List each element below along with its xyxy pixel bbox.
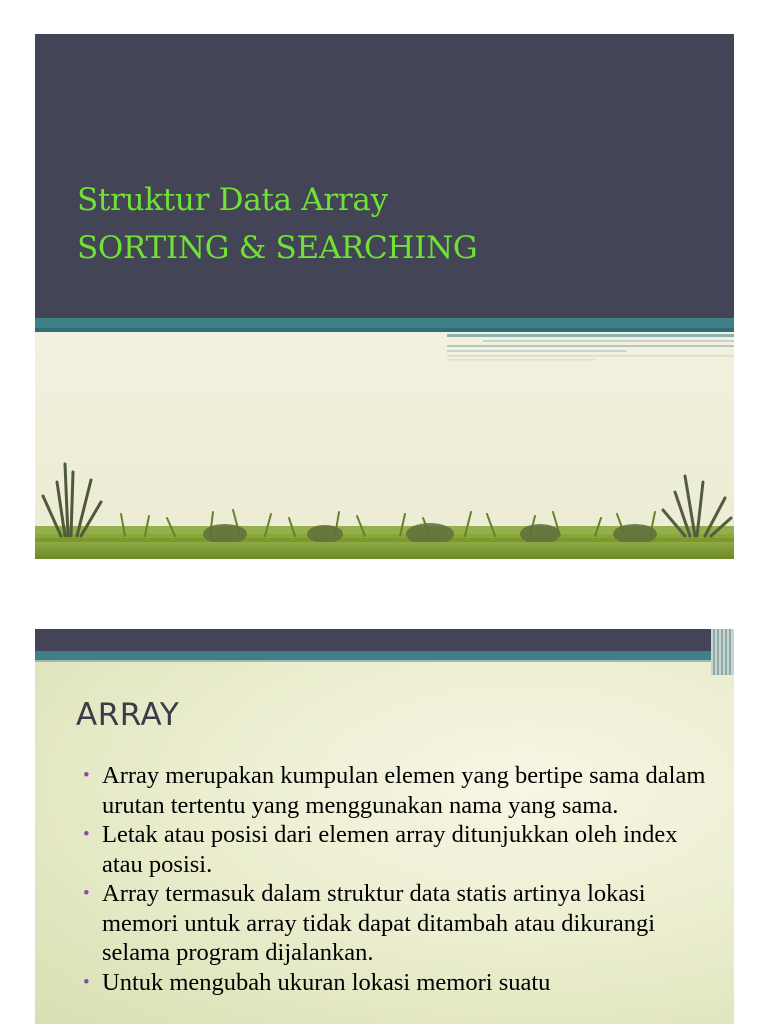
list-item-text: Untuk mengubah ukuran lokasi memori suatu [102,968,551,996]
grass-decoration [35,452,734,559]
slide-title-line-1: Struktur Data Array [77,182,388,218]
slide-title-line-2: SORTING & SEARCHING [77,230,478,266]
bullet-list [83,761,723,997]
accent-band [35,318,734,328]
bullet-marker: • [83,824,90,845]
bullet-marker: • [83,765,90,786]
decorative-stripes [711,629,734,675]
list-item-text: Array merupakan kumpulan elemen yang bertipe sama dalam urutan tertentu yang menggunakan nama yang sama. [102,762,706,819]
title-slide [35,34,734,559]
bullet-marker: • [83,883,90,904]
content-slide [35,629,734,1024]
slide-top-bar [35,629,734,651]
list-item [83,820,723,879]
list-item-text: Letak atau posisi dari elemen array ditunjukkan oleh index atau posisi. [102,821,678,878]
list-item [83,879,723,968]
bullet-marker: • [83,971,90,993]
accent-band-light [35,660,734,662]
list-item [83,968,723,998]
list-item [83,761,723,820]
decorative-lines [447,332,734,362]
accent-band [35,651,734,660]
slide-header-panel [35,34,734,318]
slide-heading: ARRAY [76,697,180,733]
list-item-text: Array termasuk dalam struktur data statis artinya lokasi memori untuk array tidak dapat ditambah atau dikurangi selama program dijalankan. [102,880,656,966]
slide-title [77,176,477,272]
